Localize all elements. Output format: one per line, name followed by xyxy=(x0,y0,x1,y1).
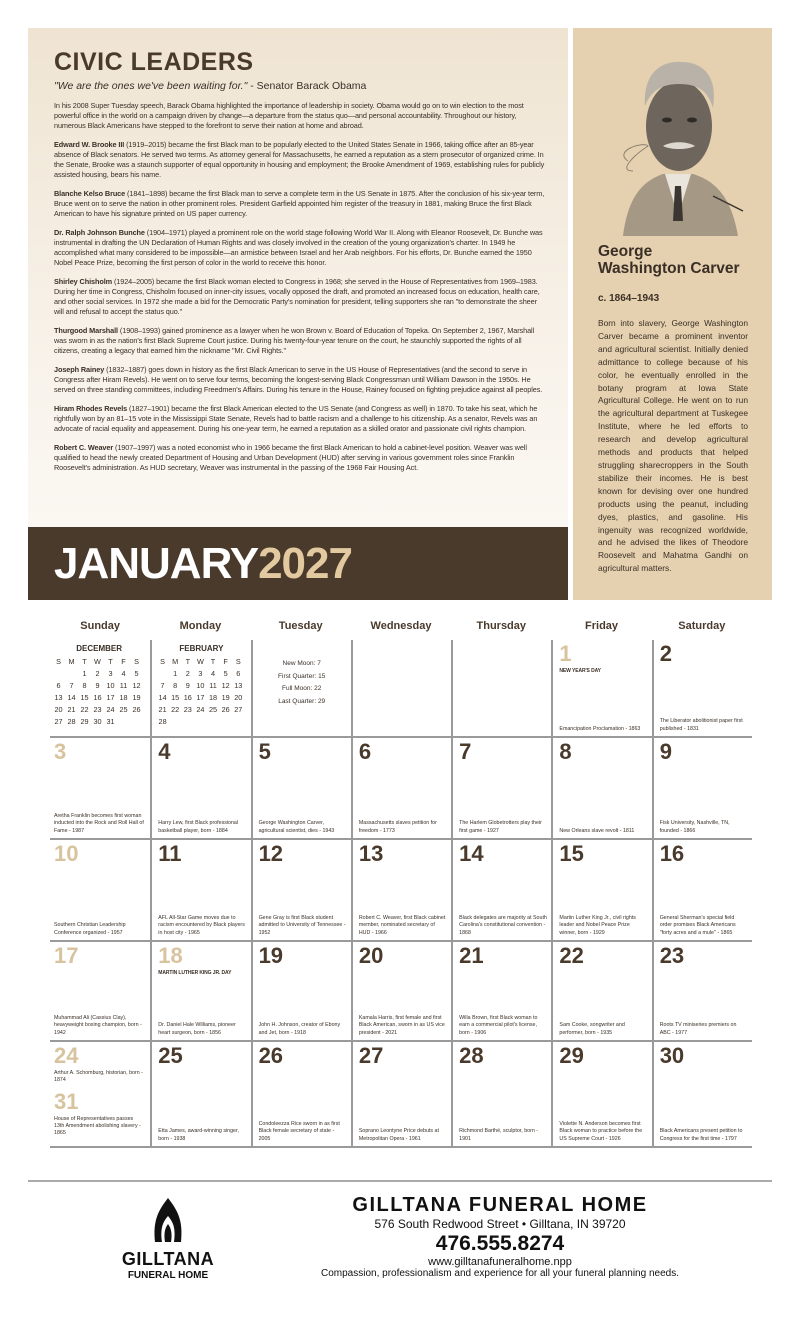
day-event: Soprano Leontyne Price debuts at Metropolitan Opera - 1961 xyxy=(358,1128,439,1142)
day-number: 28 xyxy=(459,1043,484,1068)
holiday-label: MARTIN LUTHER KING JR. DAY xyxy=(158,970,232,976)
day-cell xyxy=(251,840,351,940)
day-number: 16 xyxy=(659,841,685,866)
day-cell xyxy=(551,840,651,940)
moon-phase: First Quarter: 15 xyxy=(278,672,326,680)
day-event: Violette N. Anderson becomes first Black woman to practice before the US Supreme Court - 1926 xyxy=(559,1121,643,1142)
day-number: 6 xyxy=(358,739,372,764)
day-number: 4 xyxy=(158,739,171,764)
mini-calendar-table xyxy=(156,655,244,727)
day-number: 7 xyxy=(459,739,472,764)
day-cell xyxy=(551,942,651,1040)
weekday-header xyxy=(50,612,752,640)
day-cell xyxy=(451,840,551,940)
day-number: 26 xyxy=(258,1043,284,1068)
day-cell xyxy=(652,942,752,1040)
mini-date: 13 xyxy=(54,692,63,702)
mini-date: 22 xyxy=(80,704,89,714)
day-cell xyxy=(150,640,250,736)
leader-name: Edward W. Brooke III xyxy=(54,140,125,149)
day-cell xyxy=(150,942,250,1040)
mini-date: 28 xyxy=(67,716,76,726)
leader-name: Hiram Rhodes Revels xyxy=(54,404,128,413)
day-event: New Orleans slave revolt - 1811 xyxy=(559,827,635,834)
mini-weekday: T xyxy=(210,656,216,666)
day-cell xyxy=(551,640,651,736)
mini-date: 16 xyxy=(183,692,192,702)
day-number: 2 xyxy=(659,641,672,666)
moon-phase: Last Quarter: 29 xyxy=(278,697,326,705)
mini-weekday: M xyxy=(172,656,179,666)
mini-weekday: F xyxy=(223,656,228,666)
mini-date: 4 xyxy=(121,668,126,678)
day-cell xyxy=(451,640,551,736)
mini-date: 19 xyxy=(132,692,141,702)
leader-text: (1924–2005) became the first Black woman elected to Congress in 1968; she served in the House of Representatives from 1969–1983. During her time in Congress, Chisholm focused on inner-city issues, vocally opposed the draft, and promoted an increased focus on education, health care, and other social services. In 1972 she made a bid for the Democratic Party's nomination for president, telling supporters she ran "to demonstrate the sheer will and refusal to accept the status quo." xyxy=(54,277,540,316)
mini-date: 21 xyxy=(158,704,167,714)
business-name: GILLTANA FUNERAL HOME xyxy=(352,1194,648,1216)
mini-date: 23 xyxy=(183,704,192,714)
leader-text: (1919–2015) became the first Black man to be popularly elected to the United States Senate in 1966, taking office after an 85-year absence of Black senators. He served two terms. As attorney general for Massachusetts, he earned a reputation as a stern prosecutor of organized crime. In the Senate, Brooke was a staunch supporter of equal opportunity in housing and employment; the Brooke Amendment of 1969, establishing rules for publicly assisted housing, bears his name. xyxy=(54,140,545,179)
funeral-home-logo xyxy=(108,1198,228,1281)
day-number: 29 xyxy=(559,1043,584,1068)
mini-date xyxy=(182,715,195,727)
day-cell xyxy=(451,738,551,838)
quote-author: - Senator Barack Obama xyxy=(247,80,367,92)
day-event: Sam Cooke, songwriter and performer, born - 1935 xyxy=(559,1022,625,1036)
day-event: Dr. Daniel Hale Williams, pioneer heart surgeon, born - 1856 xyxy=(158,1022,236,1036)
top-section xyxy=(28,28,772,600)
moon-phase: Full Moon: 22 xyxy=(282,685,322,692)
day-cell xyxy=(251,942,351,1040)
day-cell xyxy=(251,738,351,838)
day-event: Harry Lew, first Black professional basketball player, born - 1884 xyxy=(158,820,239,834)
mini-date: 8 xyxy=(82,680,87,690)
day-event: Black Americans present petition to Congress for the first time - 1797 xyxy=(659,1128,743,1142)
mini-date: 18 xyxy=(208,692,218,702)
mini-date: 15 xyxy=(171,692,180,702)
mini-date: 26 xyxy=(221,704,230,714)
day-event: Richmond Barthé, sculptor, born - 1901 xyxy=(459,1128,539,1142)
mini-date: 17 xyxy=(106,692,115,702)
weekday-label: Saturday xyxy=(678,620,726,632)
day-cell xyxy=(351,640,451,736)
mini-date: 1 xyxy=(173,668,178,678)
leader-paragraph xyxy=(54,228,546,268)
day-number: 17 xyxy=(54,943,79,968)
mini-date xyxy=(207,715,220,727)
leader-text: (1832–1887) goes down in history as the first Black American to serve in the US House of Representatives (and the second to serve in Congress after Hiram Revels). He went on to serve four terms, becoming the longest-serving Black Congressman until William Dawson in the 1950s. He served on three standing committees, including Freedmen's Affairs. During his tenure in the House, Rainey focused on fighting prejudice against all peoples. xyxy=(54,365,543,394)
mini-date: 20 xyxy=(54,704,63,714)
feature-panel xyxy=(573,28,772,600)
day-cell xyxy=(652,1042,752,1146)
intro-paragraph: In his 2008 Super Tuesday speech, Barack Obama highlighted the importance of leadership in society. Obama would go on to win election to the most powerful office in the world on a campaign driven by change—a departure from the status quo—and personal accountability. Throughout our history, numerous Black Americans have stepped to the forefront to serve their nation at home and abroad. xyxy=(54,101,524,130)
weekday-label: Thursday xyxy=(476,620,527,632)
mini-date: 2 xyxy=(95,668,100,678)
mini-date: 22 xyxy=(171,704,180,714)
mini-weekday: S xyxy=(56,656,61,666)
mini-date: 1 xyxy=(82,668,87,678)
footer-info xyxy=(270,1194,730,1279)
mini-date: 15 xyxy=(80,692,89,702)
month-banner xyxy=(28,527,568,600)
mini-date xyxy=(169,715,182,727)
day-event: House of Representatives passes 13th Amendment abolishing slavery - 1865 xyxy=(54,1115,141,1137)
mini-calendar-table xyxy=(52,655,143,727)
feature-name xyxy=(598,243,740,277)
day-number: 21 xyxy=(459,943,484,968)
day-event: Condoleezza Rice sworn in as first Black female secretary of state - 2005 xyxy=(258,1121,340,1142)
day-cell xyxy=(50,640,150,736)
mini-date xyxy=(219,715,232,727)
day-cell xyxy=(50,840,150,940)
feature-name-line1: George xyxy=(598,243,653,260)
moon-phase: New Moon: 7 xyxy=(282,660,321,667)
mini-weekday: M xyxy=(68,656,75,666)
day-event: Willa Brown, first Black woman to earn a commercial pilot's license, born - 1906 xyxy=(459,1015,538,1036)
mini-date: 28 xyxy=(158,716,167,726)
mini-calendar xyxy=(158,644,244,727)
day-number: 15 xyxy=(559,841,584,866)
day-number: 9 xyxy=(659,739,672,764)
day-cell xyxy=(551,738,651,838)
day-cell xyxy=(50,1042,150,1146)
mini-date: 30 xyxy=(93,716,102,726)
day-event: AFL All-Star Game moves due to racism encountered by Black players in host city - 1965 xyxy=(158,915,245,936)
mini-date: 4 xyxy=(210,668,216,678)
mini-date: 25 xyxy=(119,704,128,714)
day-number: 24 xyxy=(54,1043,79,1068)
mini-weekday: F xyxy=(121,656,126,666)
day-cell xyxy=(351,942,451,1040)
day-number: 25 xyxy=(158,1043,183,1068)
logo-subtitle: FUNERAL HOME xyxy=(127,1270,209,1281)
mini-date: 17 xyxy=(196,692,205,702)
day-event: Kamala Harris, first female and first Black American, sworn in as US vice president - 2021 xyxy=(358,1015,445,1036)
day-cell xyxy=(451,942,551,1040)
mini-weekday: T xyxy=(82,656,87,666)
day-number: 11 xyxy=(158,841,182,866)
leader-paragraph xyxy=(54,365,546,395)
day-event: Roots TV miniseries premiers on ABC - 1977 xyxy=(659,1022,737,1036)
day-event: The Harlem Globetrotters play their first game - 1927 xyxy=(459,820,542,834)
day-number: 20 xyxy=(358,943,384,968)
leader-text: (1904–1971) played a prominent role on the world stage following World War II. Along with Eleanor Roosevelt, Dr. Bunche was instrumental in drafting the UN Declaration of Human Rights and was closely involved in the creation of the young organization's charter. In 1949 he accomplished what many considered to be impossible—an armistice between Israel and her Arab neighbors. For his efforts, Dr. Bunche earned the 1950 Nobel Peace Prize, becoming the first person of color in the world to receive this honor. xyxy=(54,228,543,267)
weekday-label: Tuesday xyxy=(278,620,323,632)
day-number: 30 xyxy=(659,1043,685,1068)
holiday-label: NEW YEAR'S DAY xyxy=(559,668,601,674)
quote-text: "We are the ones we've been waiting for." xyxy=(54,80,248,92)
day-number: 27 xyxy=(358,1043,384,1068)
leaders-list xyxy=(54,140,546,473)
moon-phases xyxy=(259,642,345,708)
mini-date: 14 xyxy=(67,692,76,702)
mini-date: 9 xyxy=(95,680,100,690)
second-day xyxy=(54,1090,144,1138)
day-cell xyxy=(652,840,752,940)
mini-date: 23 xyxy=(93,704,102,714)
mini-date: 24 xyxy=(196,704,205,714)
day-event: Robert C. Weaver, first Black cabinet member, nominated secretary of HUD - 1966 xyxy=(358,915,446,936)
day-event: Black delegates are majority at South Carolina's constitutional convention - 1868 xyxy=(459,915,547,936)
mini-date: 12 xyxy=(221,680,230,690)
mini-weekday: T xyxy=(185,656,191,666)
month-label: JANUARY xyxy=(54,539,259,588)
calendar-week xyxy=(50,942,752,1042)
day-number: 1 xyxy=(559,641,572,666)
feature-dates: c. 1864–1943 xyxy=(598,293,660,304)
mini-date: 6 xyxy=(56,680,61,690)
day-number: 19 xyxy=(258,943,284,968)
leader-paragraph xyxy=(54,140,546,180)
logo-name: GILLTANA xyxy=(121,1249,215,1269)
leader-text: (1907–1997) was a noted economist who in 1966 became the first Black American to hold a cabinet-level position. Weaver was well qualified to head the newly created Department of Housing and Urban Development (HUD) after serving in various government roles since Franklin Roosevelt's administration. As HUD secretary, Weaver was instrumental in the passing of the 1968 Fair Housing Act. xyxy=(54,443,527,472)
leader-paragraph xyxy=(54,277,546,317)
day-number: 31 xyxy=(54,1088,79,1114)
leader-paragraph xyxy=(54,443,546,473)
mini-date: 7 xyxy=(160,680,165,690)
day-event: Gene Gray is first Black student admitted to University of Tennessee - 1952 xyxy=(258,915,346,936)
day-event: Southern Christian Leadership Conference organized - 1957 xyxy=(54,922,126,936)
mini-date: 16 xyxy=(93,692,102,702)
leader-name: Robert C. Weaver xyxy=(54,443,114,452)
day-number: 22 xyxy=(559,943,584,968)
mini-date: 14 xyxy=(158,692,167,702)
mini-date: 7 xyxy=(69,680,74,690)
mini-date xyxy=(65,667,78,679)
mini-date xyxy=(232,715,245,727)
mini-date: 31 xyxy=(106,716,115,726)
mini-calendar-title: DECEMBER xyxy=(76,644,123,653)
mini-calendar-title: FEBRUARY xyxy=(179,644,224,653)
calendar-weeks xyxy=(50,640,752,1148)
day-event: George Washington Carver, agricultural scientist, dies - 1943 xyxy=(258,820,335,834)
day-number: 12 xyxy=(258,841,284,866)
leader-paragraph xyxy=(54,326,546,356)
leader-paragraph xyxy=(54,404,546,434)
mini-weekday: T xyxy=(108,656,113,666)
day-event: Aretha Franklin becomes first woman inducted into the Rock and Roll Hall of Fame - 1987 xyxy=(54,813,144,834)
day-number: 13 xyxy=(358,841,384,866)
day-event: John H. Johnson, creator of Ebony and Jet, born - 1918 xyxy=(258,1022,341,1036)
mini-date: 9 xyxy=(185,680,190,690)
mini-calendar xyxy=(54,644,144,727)
feature-bio: Born into slavery, George Washington Carver became a prominent inventor and agricultural scientist. Initially denied admittance to college because of his color, he eventually enrolled in the botany program at Iowa State Agricultural College. He went on to run the agricultural department at Tuskegee Institute, where he led efforts to research and develop agricultural methods and products that helped struggling sharecroppers in the South stabilize their incomes. He is best known for devising over one hundred products using the peanut, including dyes, plastics, and gasoline. His ingenuity was recognized worldwide, and he advised the likes of Theodore Roosevelt and Mahatma Gandhi on agricultural matters. xyxy=(598,318,748,574)
mini-date: 5 xyxy=(134,668,139,678)
mini-date: 26 xyxy=(132,704,141,714)
day-number: 23 xyxy=(659,943,685,968)
day-number: 10 xyxy=(54,841,79,866)
mini-date: 3 xyxy=(108,668,113,678)
day-cell xyxy=(652,640,752,736)
mini-date: 8 xyxy=(173,680,178,690)
mini-date: 25 xyxy=(208,704,218,714)
mini-date xyxy=(194,715,207,727)
leader-name: Joseph Rainey xyxy=(54,365,105,374)
calendar-week xyxy=(50,1042,752,1148)
mini-date: 5 xyxy=(223,668,228,678)
mini-date xyxy=(156,667,169,679)
day-event: Etta James, award-winning singer, born - 1938 xyxy=(158,1128,239,1142)
mini-date: 11 xyxy=(119,680,128,690)
address: 576 South Redwood Street • Gilltana, IN 39720 xyxy=(374,1217,626,1231)
mini-date: 10 xyxy=(106,680,115,690)
day-number: 18 xyxy=(158,943,183,968)
calendar-grid xyxy=(50,612,752,1148)
mini-date xyxy=(130,715,143,727)
day-cell xyxy=(351,738,451,838)
weekday-label: Friday xyxy=(585,620,619,632)
day-cell xyxy=(150,840,250,940)
portrait-illustration xyxy=(603,46,753,236)
mini-date xyxy=(52,667,65,679)
flame-icon xyxy=(153,1198,183,1242)
leader-name: Dr. Ralph Johnson Bunche xyxy=(54,228,145,237)
calendar-week xyxy=(50,738,752,840)
mini-date: 10 xyxy=(196,680,205,690)
day-event: Emancipation Proclamation - 1863 xyxy=(559,725,641,732)
day-cell xyxy=(251,1042,351,1146)
website-link[interactable]: www.gilltanafuneralhome.npp xyxy=(428,1256,572,1268)
day-cell xyxy=(50,942,150,1040)
mini-weekday: W xyxy=(196,656,204,666)
day-number: 8 xyxy=(559,739,572,764)
mini-date: 3 xyxy=(198,668,203,678)
mini-date: 24 xyxy=(106,704,115,714)
calendar-week xyxy=(50,840,752,942)
mini-date: 29 xyxy=(80,716,89,726)
day-number: 14 xyxy=(459,841,484,866)
mini-date: 21 xyxy=(67,704,76,714)
mini-date: 18 xyxy=(119,692,128,702)
day-number: 5 xyxy=(258,739,271,764)
leader-text: (1908–1993) gained prominence as a lawyer when he won Brown v. Board of Education of Topeka. On September 2, 1967, Marshall was sworn in as the nation's first Black Supreme Court justice. During his twenty-four-year tenure on the court, he staunchly supported the rights of all citizens, creating a legacy that earned him the nickname "Mr. Civil Rights." xyxy=(54,326,535,355)
day-cell xyxy=(351,1042,451,1146)
day-event: Martin Luther King Jr., civil rights leader and Nobel Peace Prize winner, born - 1929 xyxy=(559,915,636,936)
mini-date: 12 xyxy=(132,680,141,690)
day-event: Massachusetts slaves petition for freedom - 1773 xyxy=(358,820,437,834)
weekday-label: Wednesday xyxy=(370,620,432,632)
quote xyxy=(54,80,546,92)
calendar-week xyxy=(50,640,752,738)
page-title: CIVIC LEADERS xyxy=(54,48,254,76)
mini-date: 6 xyxy=(236,668,241,678)
mini-date: 27 xyxy=(54,716,63,726)
day-event: General Sherman's special field order promises Black Americans "forty acres and a mule" - 1865 xyxy=(659,915,736,936)
day-cell xyxy=(50,738,150,838)
leader-name: Blanche Kelso Bruce xyxy=(54,189,126,198)
mini-weekday: S xyxy=(160,656,166,666)
day-cell xyxy=(451,1042,551,1146)
day-cell xyxy=(551,1042,651,1146)
day-cell xyxy=(351,840,451,940)
mini-weekday: S xyxy=(134,656,139,666)
mini-date: 20 xyxy=(234,692,243,702)
leader-text: (1827–1901) became the first Black American elected to the US Senate (and Congress as well) in 1870. To take his seat, which he rightfully won by an 81–15 vote in the Mississippi State Senate, Revels had to battle racism and a challenge to his citizenship. As a senator, Revels was an advocate of racial equality and appeasement. During his one-year term, he earned a reputation as a skilled orator and passionate civil rights champion. xyxy=(54,404,538,433)
weekday-label: Sunday xyxy=(80,620,120,632)
mini-weekday: S xyxy=(235,656,241,666)
leader-text: (1841–1898) became the first Black man to serve a complete term in the US Senate in 1875. After the conclusion of his six-year term, Bruce went on to serve the nation in other prominent roles. President Garfield appointed him register of the treasury in 1881, making Bruce the first Black American to have his signature printed on US paper currency. xyxy=(54,189,545,218)
mini-weekday: W xyxy=(94,656,101,666)
footer-divider xyxy=(28,1180,772,1182)
mini-date xyxy=(117,715,130,727)
day-event: Fisk University, Nashville, TN, founded - 1866 xyxy=(659,820,730,834)
feature-name-line2: Washington Carver xyxy=(598,260,740,277)
day-cell xyxy=(150,738,250,838)
mini-date: 11 xyxy=(209,680,217,690)
day-cell xyxy=(150,1042,250,1146)
phone-number[interactable]: 476.555.8274 xyxy=(435,1232,565,1255)
day-cell xyxy=(251,640,351,736)
leader-name: Shirley Chisholm xyxy=(54,277,113,286)
mini-date: 13 xyxy=(234,680,243,690)
mini-date: 2 xyxy=(185,668,190,678)
tagline: Compassion, professionalism and experience for all your funeral planning needs. xyxy=(321,1268,679,1279)
day-event: Arthur A. Schomburg, historian, born - 1874 xyxy=(54,1070,143,1084)
day-event: The Liberator abolitionist paper first published - 1831 xyxy=(659,718,743,732)
civic-leaders-panel xyxy=(28,28,568,527)
leader-paragraph xyxy=(54,189,546,219)
day-event: Muhammad Ali (Cassius Clay), heavyweight boxing champion, born - 1942 xyxy=(54,1015,142,1036)
leader-name: Thurgood Marshall xyxy=(54,326,118,335)
day-number: 3 xyxy=(54,739,67,764)
year-label: 2027 xyxy=(258,539,352,588)
mini-date: 27 xyxy=(234,704,243,714)
mini-date: 19 xyxy=(221,692,230,702)
day-cell xyxy=(652,738,752,838)
weekday-label: Monday xyxy=(179,620,222,632)
